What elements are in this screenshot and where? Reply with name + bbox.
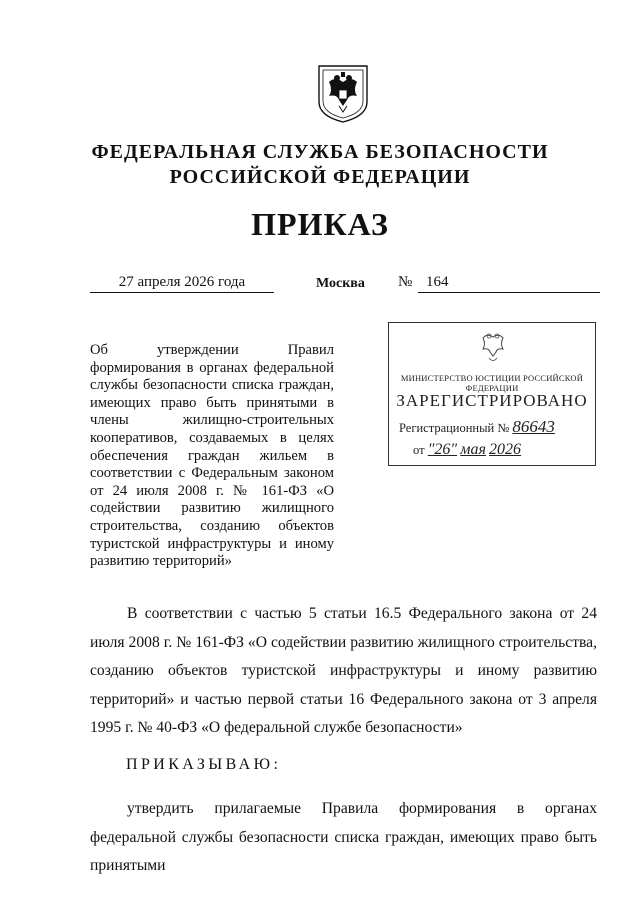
- order-word: ПРИКАЗЫВАЮ:: [126, 756, 282, 773]
- organization-title: [0, 140, 640, 190]
- stamp-date-month: мая: [460, 441, 486, 458]
- preamble-paragraph: В соответствии с частью 5 статьи 16.5 Федерального закона от 24 июля 2008 г. № 161-ФЗ «О содействии развитию жилищного строительства, созданию объектов туристской инфраструктуры и иному развитию территорий» и частью первой статьи 16 Федерального закона от 3 апреля 1995 г. № 40-ФЗ «О федеральной службе безопасности»: [90, 605, 597, 737]
- document-number-label: №: [398, 274, 413, 290]
- document-type-title: ПРИКАЗ: [251, 206, 389, 242]
- stamp-registration-number: [399, 417, 555, 437]
- stamp-date-prefix: от: [413, 443, 425, 457]
- stamp-date-day: "26": [427, 441, 458, 458]
- stamp-registration-date: [413, 441, 521, 459]
- document-date: 27 апреля 2026 года: [90, 274, 274, 293]
- stamp-reg-number: 86643: [512, 417, 555, 436]
- stamp-ministry-name: МИНИСТЕРСТВО ЮСТИЦИИ РОССИЙСКОЙ ФЕДЕРАЦИИ: [400, 373, 584, 393]
- stamp-reg-label: Регистрационный №: [399, 421, 510, 435]
- document-subject: Об утверждении Правил формирования в органах федеральной службы безопасности списка граждан, имеющих право быть принятыми в члены жилищно-строительных кооперативов, создаваемых в целях обеспечения граждан жильем в соответствии с Федеральным законом от 24 июля 2008 г. № 161-ФЗ «О содействии развитию жилищного строительства, созданию объектов туристской инфраструктуры и иному развитию территорий»: [90, 342, 334, 570]
- document-city: Москва: [316, 276, 365, 291]
- document-number: 164: [418, 274, 600, 293]
- coat-of-arms-emblem: [315, 64, 371, 124]
- organization-line-1: ФЕДЕРАЛЬНАЯ СЛУЖБА БЕЗОПАСНОСТИ: [91, 141, 549, 163]
- stamp-registered-label: ЗАРЕГИСТРИРОВАНО: [396, 391, 588, 410]
- order-paragraph: утвердить прилагаемые Правила формирования в органах федеральной службы безопасности списка граждан, имеющих право быть принятыми: [90, 800, 597, 875]
- stamp-emblem-icon: [477, 331, 509, 365]
- registration-stamp: [388, 322, 596, 466]
- organization-line-2: РОССИЙСКОЙ ФЕДЕРАЦИИ: [169, 166, 471, 188]
- stamp-date-year: 2026: [489, 441, 522, 458]
